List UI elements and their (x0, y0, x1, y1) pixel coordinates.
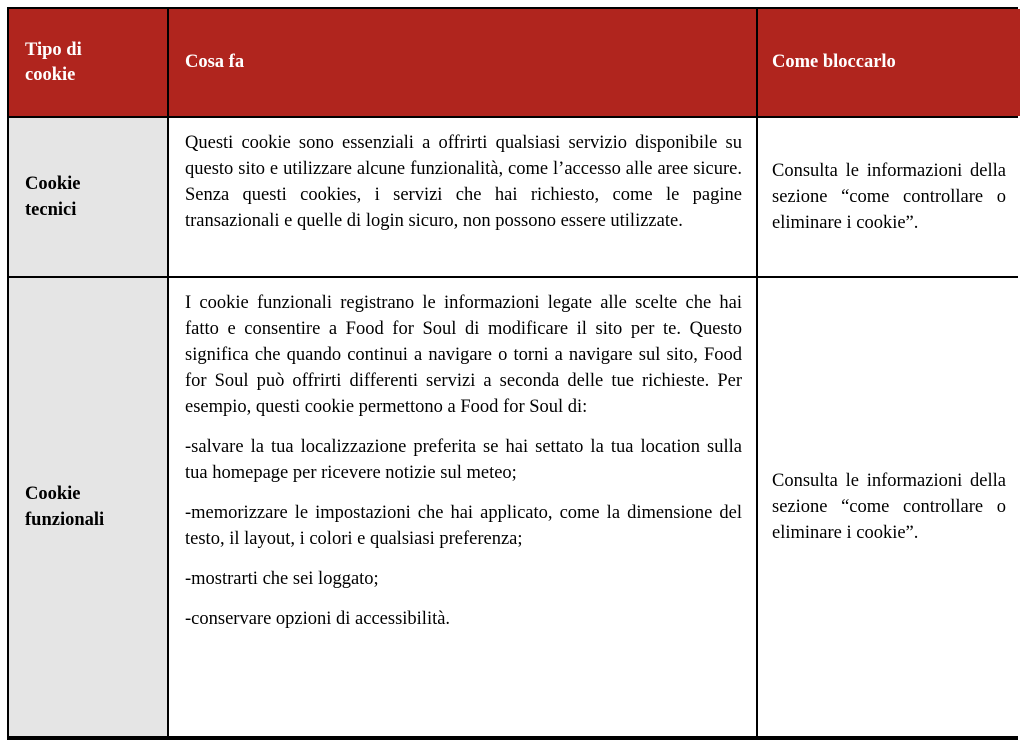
header-cookie-type: Tipo di cookie (9, 9, 167, 116)
header-what-it-does: Cosa fa (169, 9, 756, 116)
functional-item: -mostrarti che sei loggato; (185, 569, 379, 589)
header-how-to-block: Come bloccarlo (758, 9, 1020, 116)
cookie-table (7, 7, 1018, 740)
functional-item: -salvare la tua localizzazione preferita se hai settato la tua location sulla tua homepage per ricevere notizie sul meteo; (185, 437, 742, 483)
functional-intro: I cookie funzionali registrano le informazioni legate alle scelte che hai fatto e consentire a Food for Soul di modificare il sito per te. Questo significa che quando continui a navigare o torni a navigare sul sito, Food for Soul può offrirti differenti servizi a seconda delle tue richieste. Per esempio, questi cookie permettono a Food for Soul di: (185, 293, 742, 417)
row-label-functional: Cookie funzionali (9, 278, 167, 736)
technical-description (169, 118, 756, 276)
functional-how-to-block: Consulta le informazioni della sezione “come controllare o eliminare i cookie”. (758, 278, 1020, 736)
functional-description (169, 278, 756, 736)
technical-description-text: Questi cookie sono essenziali a offrirti qualsiasi servizio disponibile su questo sito e utilizzare alcune funzionalità, come l’accesso alle aree sicure. Senza questi cookies, i servizi che hai richiesto, come le pagine transazionali e quelle di login sicuro, non possono essere utilizzate. (185, 133, 742, 231)
functional-item: -memorizzare le impostazioni che hai applicato, come la dimensione del testo, il layout, i colori e qualsiasi preferenza; (185, 503, 742, 549)
row-label-technical: Cookie tecnici (9, 118, 167, 276)
functional-item: -conservare opzioni di accessibilità. (185, 609, 451, 629)
technical-how-to-block: Consulta le informazioni della sezione “come controllare o eliminare i cookie”. (758, 118, 1020, 276)
